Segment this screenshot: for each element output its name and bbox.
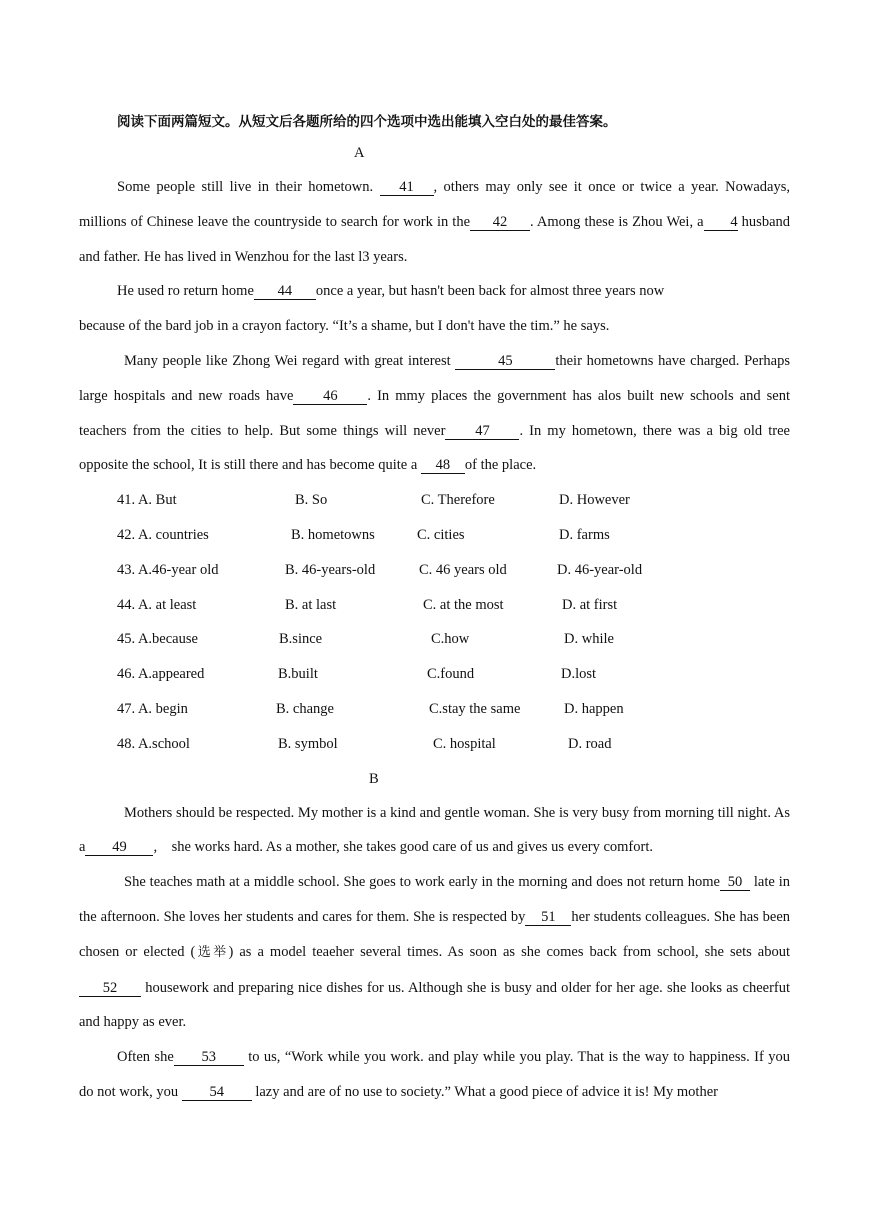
blank-47: 47	[445, 423, 519, 440]
text-run: housework and preparing nice dishes for us. Although she is busy and older for her age. she looks as cheerfut and happy as ever.	[79, 979, 791, 1031]
blank-45: 45	[455, 353, 555, 370]
option-row-48	[79, 727, 790, 762]
option-a: 46. A.appeared	[117, 666, 205, 683]
text-run: lazy and are of no use to society.” What a good piece of advice it is! My mother	[255, 1083, 718, 1100]
section-label-b: B	[369, 770, 379, 787]
passage-b-paragraph-1	[79, 796, 790, 866]
passage-a-paragraph-2	[79, 274, 790, 344]
option-b: B. at last	[285, 596, 337, 613]
text-run: He used ro return home	[117, 283, 254, 300]
option-a: 47. A. begin	[117, 700, 188, 717]
option-b: B.since	[279, 631, 323, 648]
option-b: B. hometowns	[291, 526, 375, 543]
text-run: She teaches math at a middle school. She goes to work early in the morning and does not return home	[124, 874, 720, 891]
passage-a-paragraph-3	[79, 344, 790, 483]
option-d: D. 46-year-old	[557, 561, 643, 578]
option-b: B. change	[276, 700, 334, 717]
passage-b-paragraph-3	[79, 1040, 790, 1110]
option-row-46	[79, 657, 790, 692]
option-row-44	[79, 588, 790, 623]
chinese-gloss: 选举	[195, 944, 229, 960]
option-a: 44. A. at least	[117, 596, 197, 613]
blank-46: 46	[293, 388, 367, 405]
option-d: D. However	[559, 492, 630, 509]
text-run: their hometowns have charged. Perhaps large hospitals and new roads have	[79, 352, 790, 404]
text-run: of the place.	[464, 457, 537, 474]
option-a: 48. A.school	[117, 735, 190, 752]
options-list-a	[79, 483, 790, 761]
option-row-42	[79, 518, 790, 553]
text-run: . In mmy places the government has alos built new schools and sent teachers from the cities to help. But some things will never	[79, 387, 790, 439]
blank-52: 52	[79, 980, 141, 997]
text-run: Some people still live in their hometown.	[117, 179, 374, 195]
option-a: 45. A.because	[117, 631, 198, 648]
text-run: late in the afternoon. She loves her students and cares for them. She is respected by	[79, 874, 790, 925]
text-run: her students colleagues. She has been chosen or elected (	[79, 908, 791, 960]
option-d: D. while	[564, 631, 614, 648]
passage-b-paragraph-2	[79, 865, 790, 1040]
option-a: 41. A. But	[117, 492, 177, 509]
instruction-text: 阅读下面两篇短文。从短文后各题所给的四个选项中选出能填入空白处的最佳答案。	[117, 114, 617, 130]
option-row-45	[79, 622, 790, 657]
text-run: . Among these is Zhou Wei, a	[530, 213, 704, 230]
blank-42: 42	[470, 214, 530, 231]
option-d: D. at first	[562, 596, 618, 613]
passage-a-paragraph-1	[79, 170, 790, 274]
text-run: once a year, but hasn't been back for almost three years now	[315, 283, 665, 300]
option-row-41	[79, 483, 790, 518]
blank-53: 53	[174, 1049, 244, 1066]
option-d: D. road	[568, 735, 612, 752]
option-c: C.stay the same	[429, 700, 521, 717]
option-d: D.lost	[561, 666, 597, 683]
text-run: ) as a model teaeher several times. As soon as she comes back from school, she sets about	[228, 943, 790, 960]
blank-48: 48	[421, 457, 465, 474]
text-run: Often she	[117, 1049, 174, 1066]
option-b: B.built	[278, 666, 318, 683]
option-c: C. hospital	[433, 735, 496, 752]
document-page	[79, 108, 790, 1110]
option-c: C. at the most	[423, 596, 504, 613]
option-c: C. Therefore	[421, 492, 495, 509]
blank-49: 49	[85, 839, 153, 856]
text-run: husband and father. He has lived in Wenzhou for the last l3 years.	[79, 213, 791, 265]
blank-51: 51	[525, 909, 571, 926]
section-label-a: A	[354, 145, 365, 161]
option-row-47	[79, 692, 790, 727]
option-b: B. 46-years-old	[285, 561, 376, 578]
option-c: C. cities	[417, 526, 465, 543]
blank-50: 50	[720, 874, 750, 891]
option-c: C.found	[427, 666, 475, 683]
text-run: Mothers should be respected. My mother is a kind and gentle woman. She is very busy from morning till night. As a	[79, 804, 790, 856]
text-run: Many people like Zhong Wei regard with great interest	[124, 352, 451, 369]
blank-41: 41	[380, 179, 434, 196]
option-b: B. symbol	[278, 735, 338, 752]
text-run: . In my hometown, there was a big old tree opposite the school, It is still there and has become quite a	[79, 422, 790, 474]
option-d: D. farms	[559, 526, 610, 543]
text-run: , she works hard. As a mother, she takes good care of us and gives us every comfort.	[153, 839, 653, 856]
option-c: C. 46 years old	[419, 561, 507, 578]
option-row-43	[79, 553, 790, 588]
text-run: to us, “Work while you work. and play while you play. That is the way to happiness. If you do not work, you	[79, 1049, 791, 1100]
blank-44: 44	[254, 283, 316, 300]
text-run: because of the bard job in a crayon factory. “It’s a shame, but I don't have the tim.” he says.	[79, 318, 610, 335]
option-c: C.how	[431, 631, 470, 648]
blank-54: 54	[182, 1084, 252, 1101]
option-d: D. happen	[564, 700, 624, 717]
option-b: B. So	[295, 492, 328, 509]
blank-43: 4	[704, 214, 738, 231]
option-a: 42. A. countries	[117, 526, 209, 543]
text-run: , others may only see it once or twice a year. Nowadays, millions of Chinese leave the countryside to search for work in the	[79, 179, 790, 230]
option-a: 43. A.46-year old	[117, 561, 219, 578]
